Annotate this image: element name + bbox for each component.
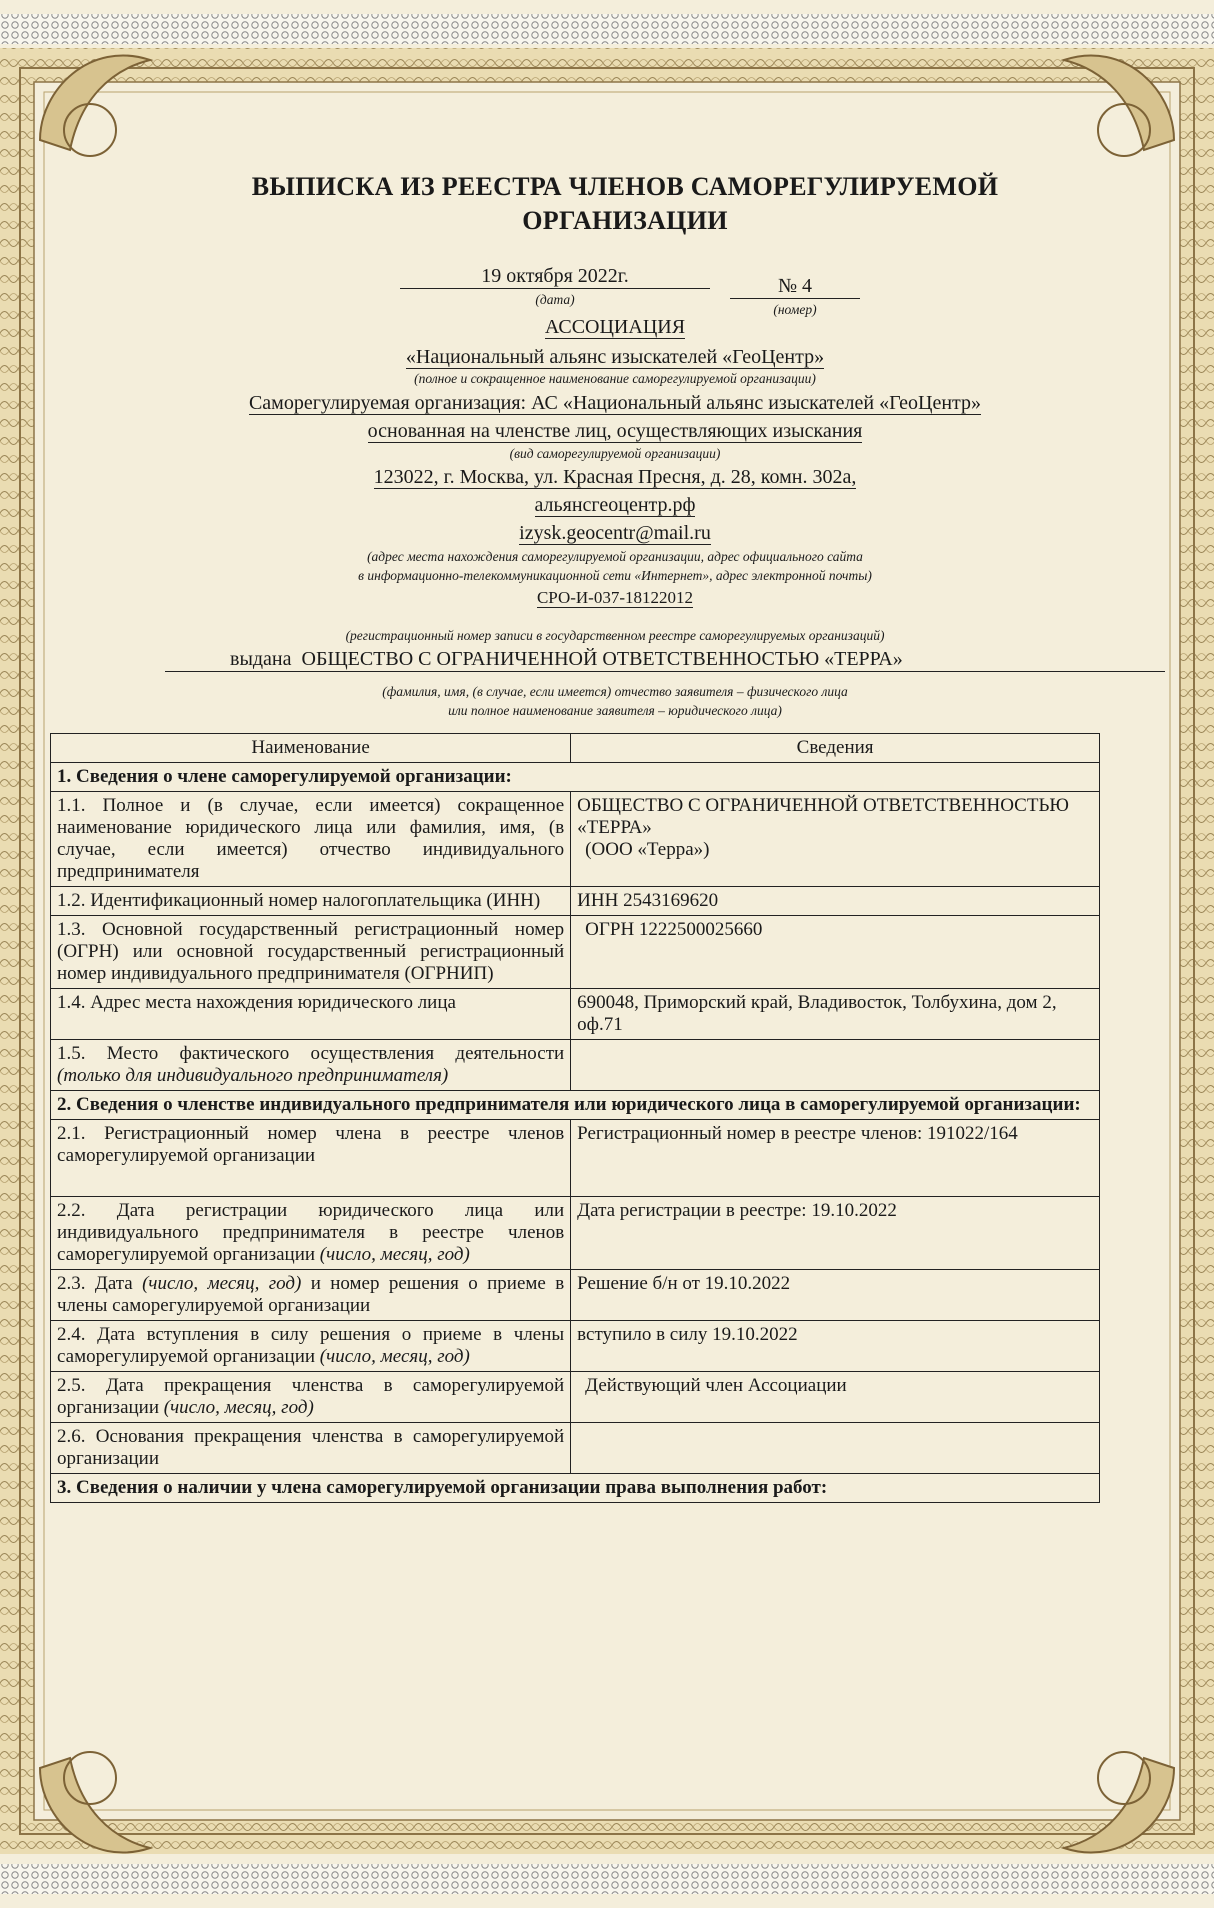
issued-caption-2: или полное наименование заявителя – юридического лица)	[448, 703, 782, 718]
row-1-5-value	[571, 1040, 1100, 1091]
table-row	[51, 1372, 1100, 1423]
row-2-2-value: Дата регистрации в реестре: 19.10.2022	[571, 1197, 1100, 1270]
member-short-name: (ООО «Терра»)	[585, 839, 710, 860]
table-row	[51, 1120, 1100, 1197]
number-caption: (номер)	[773, 302, 817, 317]
organization-address: 123022, г. Москва, ул. Красная Пресня, д. 28, комн. 302а,	[373, 466, 857, 488]
row-2-3-label: 2.3. Дата (число, месяц, год) и номер решения о приеме в члены саморегулируемой организации	[51, 1270, 571, 1321]
registry-number: СРО-И-037-18122012	[536, 588, 694, 607]
section-1-title: 1. Сведения о члене саморегулируемой организации:	[51, 763, 1100, 792]
issued-caption-1: (фамилия, имя, (в случае, если имеется) отчество заявителя – физического лица	[382, 684, 848, 699]
column-header-info: Сведения	[571, 734, 1100, 763]
table-row	[51, 1197, 1100, 1270]
section-3-title: 3. Сведения о наличии у члена саморегулируемой организации права выполнения работ:	[51, 1474, 1100, 1503]
row-2-4-label: 2.4. Дата вступления в силу решения о приеме в члены саморегулируемой организации (число, месяц, год)	[51, 1321, 571, 1372]
row-2-1-label: 2.1. Регистрационный номер члена в реестре членов саморегулируемой организации	[51, 1120, 571, 1197]
issue-date: 19 октября 2022г.	[400, 265, 710, 289]
table-row	[51, 916, 1100, 989]
registry-number-caption: (регистрационный номер записи в государственном реестре саморегулируемых организаций)	[345, 628, 885, 643]
table-row	[51, 1040, 1100, 1091]
row-1-3-value: ОГРН 1222500025660	[571, 916, 1100, 989]
table-row	[51, 1423, 1100, 1474]
row-1-2-label: 1.2. Идентификационный номер налогоплательщика (ИНН)	[51, 887, 571, 916]
row-1-2-value: ИНН 2543169620	[571, 887, 1100, 916]
organization-name: «Национальный альянс изыскателей «ГеоЦентр»	[405, 346, 825, 368]
table-header-row	[51, 734, 1100, 763]
row-2-6-value	[571, 1423, 1100, 1474]
document-title: ВЫПИСКА ИЗ РЕЕСТРА ЧЛЕНОВ САМОРЕГУЛИРУЕМОЙ ОРГАНИЗАЦИИ	[251, 172, 999, 235]
row-1-4-value: 690048, Приморский край, Владивосток, Толбухина, дом 2, оф.71	[571, 989, 1100, 1040]
row-2-3-value: Решение б/н от 19.10.2022	[571, 1270, 1100, 1321]
member-full-name: ОБЩЕСТВО С ОГРАНИЧЕННОЙ ОТВЕТСТВЕННОСТЬЮ «ТЕРРА»	[577, 795, 1069, 838]
row-2-5-label: 2.5. Дата прекращения членства в саморегулируемой организации (число, месяц, год)	[51, 1372, 571, 1423]
registry-table	[50, 733, 1100, 1503]
date-caption: (дата)	[535, 292, 575, 307]
address-caption-1: (адрес места нахождения саморегулируемой организации, адрес официального сайта	[367, 549, 863, 564]
sro-line: Саморегулируемая организация: АС «Национальный альянс изыскателей «ГеоЦентр»	[248, 392, 982, 414]
table-row	[51, 887, 1100, 916]
organization-email: izysk.geocentr@mail.ru	[519, 522, 711, 544]
section-2-row	[51, 1091, 1100, 1120]
row-1-1-label: 1.1. Полное и (в случае, если имеется) сокращенное наименование юридического лица или фамилия, имя, (в случае, если имеется) отчество индивидуального предпринимателя	[51, 792, 571, 887]
sro-basis: основанная на членстве лиц, осуществляющих изыскания	[367, 420, 863, 442]
organization-name-caption: (полное и сокращенное наименование саморегулируемой организации)	[414, 371, 816, 386]
row-1-1-value	[571, 792, 1100, 887]
section-1-row	[51, 763, 1100, 792]
organization-website: альянсгеоцентр.рф	[534, 494, 696, 516]
table-row	[51, 1270, 1100, 1321]
document-number: № 4	[730, 275, 860, 299]
table-row	[51, 989, 1100, 1040]
table-row	[51, 792, 1100, 887]
row-2-6-label: 2.6. Основания прекращения членства в саморегулируемой организации	[51, 1423, 571, 1474]
table-row	[51, 1321, 1100, 1372]
row-1-3-label: 1.3. Основной государственный регистрационный номер (ОГРН) или основной государственный регистрационный номер индивидуального предпринимателя (ОГРНИП)	[51, 916, 571, 989]
row-2-4-value: вступило в силу 19.10.2022	[571, 1321, 1100, 1372]
issued-to-line	[165, 648, 1165, 672]
section-3-row	[51, 1474, 1100, 1503]
row-2-2-label: 2.2. Дата регистрации юридического лица или индивидуального предпринимателя в реестре членов саморегулируемой организации (число, месяц, год)	[51, 1197, 571, 1270]
column-header-name: Наименование	[51, 734, 571, 763]
address-caption-2: в информационно-телекоммуникационной сети «Интернет», адрес электронной почты)	[358, 568, 872, 583]
issued-label: выдана	[230, 648, 292, 670]
sro-basis-caption: (вид саморегулируемой организации)	[509, 446, 721, 461]
issued-to-name: ОБЩЕСТВО С ОГРАНИЧЕННОЙ ОТВЕТСТВЕННОСТЬЮ «ТЕРРА»	[301, 648, 903, 670]
section-2-title: 2. Сведения о членстве индивидуального предпринимателя или юридического лица в саморегулируемой организации:	[51, 1091, 1100, 1120]
organization-type: АССОЦИАЦИЯ	[544, 316, 686, 338]
row-1-4-label: 1.4. Адрес места нахождения юридического лица	[51, 989, 571, 1040]
row-2-1-value: Регистрационный номер в реестре членов: 191022/164	[571, 1120, 1100, 1197]
row-1-5-label: 1.5. Место фактического осуществления деятельности (только для индивидуального предпринимателя)	[51, 1040, 571, 1091]
row-2-5-value: Действующий член Ассоциации	[571, 1372, 1100, 1423]
